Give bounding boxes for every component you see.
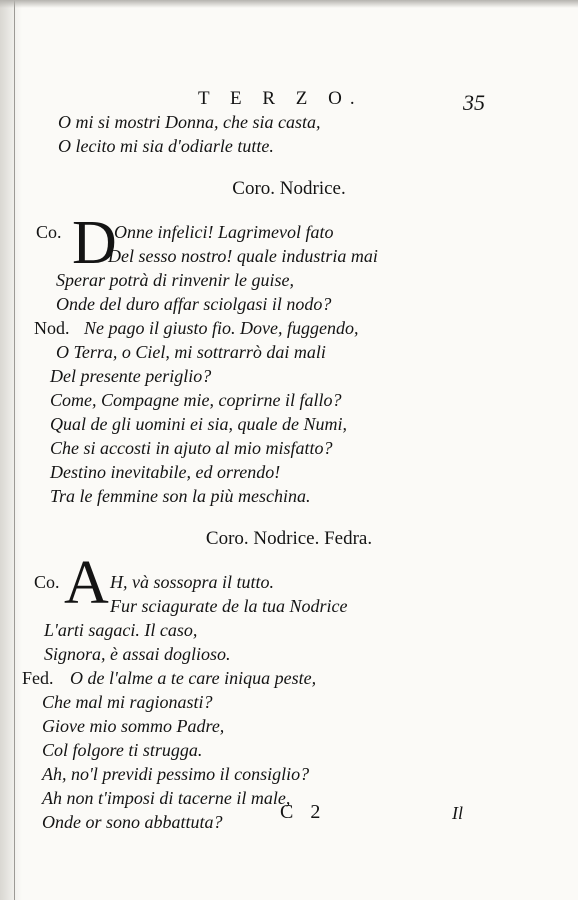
scene-heading: Coro. Nodrice. — [232, 178, 346, 199]
verse-line: O Terra, o Ciel, mi sottrarrò dai mali — [56, 342, 326, 362]
drop-cap: A — [64, 549, 109, 617]
verse-line: Come, Compagne mie, coprirne il fallo? — [50, 390, 342, 410]
verse-line: Sperar potrà di rinvenir le guise, — [56, 270, 294, 290]
verse-line: Onde or sono abbattuta? — [42, 812, 223, 832]
binding-edge-line — [14, 0, 15, 900]
verse-line: Del sesso nostro! quale industria mai — [108, 246, 378, 266]
verse-line: Qual de gli uomini ei sia, quale de Numi, — [50, 414, 347, 434]
running-head: T E R Z O. — [198, 88, 363, 109]
verse-line: L'arti sagaci. Il caso, — [44, 620, 198, 640]
verse-line: Ah, no'l previdi pessimo il consiglio? — [42, 764, 310, 784]
drop-cap: D — [72, 209, 117, 277]
verse-line: O mi si mostri Donna, che sia casta, — [58, 112, 321, 132]
page-binding-shadow — [0, 0, 22, 900]
speaker-label: Co. — [36, 222, 62, 242]
verse-line: Che si accosti in ajuto al mio misfatto? — [50, 438, 333, 458]
catchword: Il — [452, 803, 463, 823]
verse-line: Signora, è assai doglioso. — [44, 644, 231, 664]
speaker-label: Co. — [34, 572, 60, 592]
verse-line: Col folgore ti strugga. — [42, 740, 203, 760]
verse-line: Tra le femmine son la più meschina. — [50, 486, 311, 506]
verse-line: H, và sossopra il tutto. — [110, 572, 275, 592]
signature-mark: C 2 — [280, 801, 327, 823]
verse-line: Onne infelici! Lagrimevol fato — [114, 222, 334, 242]
verse-line: Ah non t'imposi di tacerne il male, — [42, 788, 291, 808]
verse-line: Ne pago il giusto fio. Dove, fuggendo, — [84, 318, 359, 338]
verse-line: Giove mio sommo Padre, — [42, 716, 225, 736]
verse-line: Del presente periglio? — [50, 366, 212, 386]
verse-line: O de l'alme a te care iniqua peste, — [70, 668, 317, 688]
page-number: 35 — [463, 90, 485, 115]
speaker-label: Fed. — [22, 668, 54, 688]
verse-line: Che mal mi ragionasti? — [42, 692, 213, 712]
verse-line: Onde del duro affar sciolgasi il nodo? — [56, 294, 332, 314]
top-edge-shadow — [0, 0, 578, 8]
scene-heading: Coro. Nodrice. Fedra. — [205, 528, 373, 549]
verse-line: Fur sciagurate de la tua Nodrice — [110, 596, 348, 616]
verse-line: Destino inevitabile, ed orrendo! — [50, 462, 281, 482]
verse-line: O lecito mi sia d'odiarle tutte. — [58, 136, 274, 156]
speaker-label: Nod. — [34, 318, 70, 338]
